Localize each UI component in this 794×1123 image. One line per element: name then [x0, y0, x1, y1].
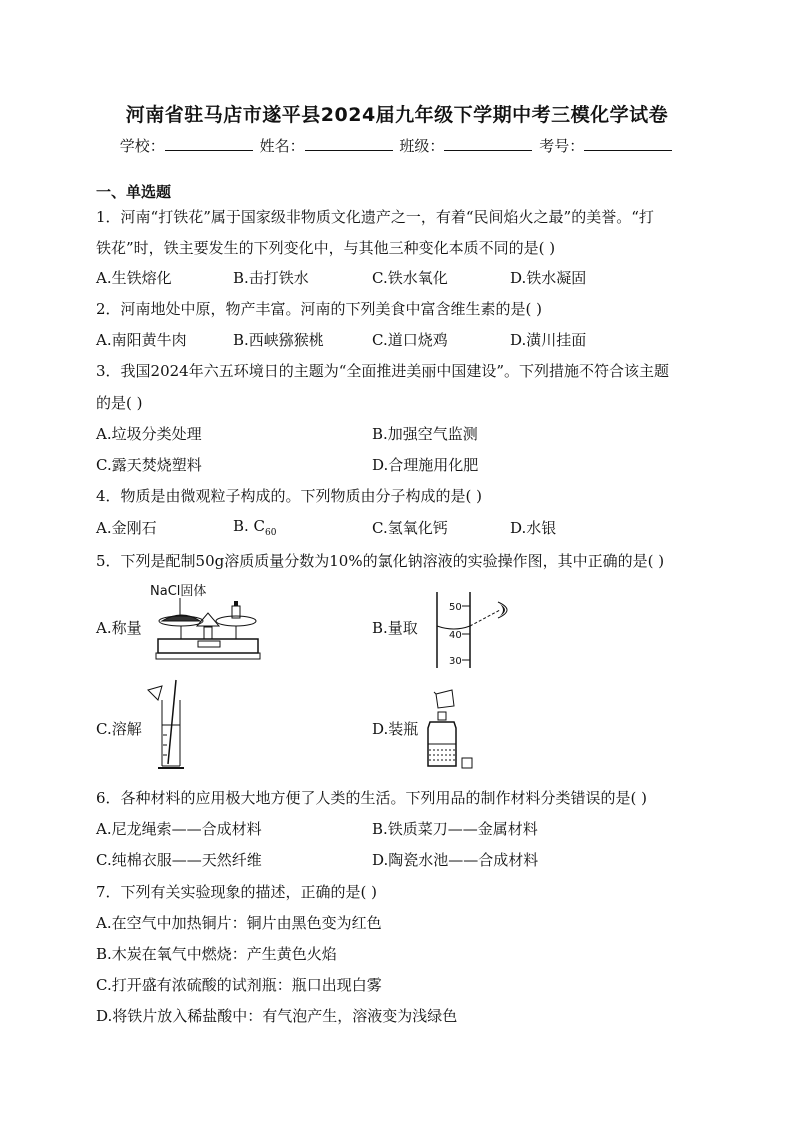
q1-option-c[interactable]: C.铁水氧化 [372, 269, 448, 287]
exam-no-blank[interactable] [584, 136, 672, 151]
q5-option-d[interactable]: D.装瓶 [372, 720, 419, 738]
student-info-row [0, 135, 794, 156]
tick-label-40: 40 [449, 630, 462, 641]
q6-stem: 6．各种材料的应用极大地方便了人类的生活。下列用品的制作材料分类错误的是( ) [96, 789, 648, 807]
q4-stem: 4．物质是由微观粒子构成的。下列物质由分子构成的是( ) [96, 487, 483, 505]
q1-option-a[interactable]: A.生铁熔化 [96, 269, 172, 287]
q2-option-c[interactable]: C.道口烧鸡 [372, 331, 448, 349]
q7-option-a[interactable]: A.在空气中加热铜片：铜片由黑色变为红色 [96, 914, 382, 932]
tick-label-30: 30 [449, 656, 462, 667]
class-label: 班级： [399, 137, 445, 155]
dissolving-figure [148, 680, 188, 770]
exam-title: 河南省驻马店市遂平县2024届九年级下学期中考三模化学试卷 [125, 104, 669, 126]
q2-option-a[interactable]: A.南阳黄牛肉 [96, 331, 187, 349]
q5-stem: 5．下列是配制50g溶质质量分数为10%的氯化钠溶液的实验操作图，其中正确的是( ) [96, 552, 665, 570]
q5-option-c[interactable]: C.溶解 [96, 720, 142, 738]
q7-stem: 7．下列有关实验现象的描述，正确的是( ) [96, 883, 378, 901]
q4-option-c[interactable]: C.氢氧化钙 [372, 519, 448, 537]
q1-option-b[interactable]: B.击打铁水 [233, 269, 309, 287]
q1-stem-line2: 铁花”时，铁主要发生的下列变化中，与其他三种变化本质不同的是( ) [96, 239, 556, 257]
q2-option-d[interactable]: D.潢川挂面 [510, 331, 587, 349]
school-label: 学校： [119, 137, 165, 155]
q3-stem-line1: 3．我国2024年六五环境日的主题为“全面推进美丽中国建设”。下列措施不符合该主题 [96, 362, 670, 380]
q1-stem-line1: 1．河南“打铁花”属于国家级非物质文化遗产之一，有着“民间焰火之最”的美誉。“打 [96, 208, 654, 226]
tick-label-50: 50 [449, 602, 462, 613]
q4-option-b-text: B. C [233, 517, 266, 535]
q4-option-a[interactable]: A.金刚石 [96, 519, 157, 537]
q6-option-c[interactable]: C.纯棉衣服——天然纤维 [96, 851, 262, 869]
q3-stem-line2: 的是( ) [96, 394, 143, 412]
q2-option-b[interactable]: B.西峡猕猴桃 [233, 331, 324, 349]
q7-option-b[interactable]: B.木炭在氧气中燃烧：产生黄色火焰 [96, 945, 337, 963]
cylinder-reading-figure [434, 592, 534, 668]
q4-option-b-subscript: 60 [265, 528, 277, 538]
q4-option-b[interactable] [233, 517, 277, 538]
bottling-figure [424, 688, 476, 770]
q6-option-b[interactable]: B.铁质菜刀——金属材料 [372, 820, 538, 838]
q6-option-d[interactable]: D.陶瓷水池——合成材料 [372, 851, 539, 869]
q3-option-c[interactable]: C.露天焚烧塑料 [96, 456, 202, 474]
q5-option-b[interactable]: B.量取 [372, 619, 418, 637]
q1-option-d[interactable]: D.铁水凝固 [510, 269, 587, 287]
nacl-label: NaCl固体 [150, 584, 207, 599]
section-heading: 一、单选题 [96, 183, 172, 201]
class-blank[interactable] [444, 136, 532, 151]
q3-option-d[interactable]: D.合理施用化肥 [372, 456, 479, 474]
q7-option-c[interactable]: C.打开盛有浓硫酸的试剂瓶：瓶口出现白雾 [96, 976, 382, 994]
school-blank[interactable] [165, 136, 253, 151]
q6-option-a[interactable]: A.尼龙绳索——合成材料 [96, 820, 262, 838]
q3-option-a[interactable]: A.垃圾分类处理 [96, 425, 202, 443]
q7-option-d[interactable]: D.将铁片放入稀盐酸中：有气泡产生，溶液变为浅绿色 [96, 1007, 458, 1025]
balance-weighing-figure [152, 581, 262, 667]
name-label: 姓名： [259, 137, 305, 155]
q4-option-d[interactable]: D.水银 [510, 519, 557, 537]
exam-no-label: 考号： [539, 137, 585, 155]
q3-option-b[interactable]: B.加强空气监测 [372, 425, 478, 443]
name-blank[interactable] [305, 136, 393, 151]
q2-stem: 2．河南地处中原，物产丰富。河南的下列美食中富含维生素的是( ) [96, 300, 543, 318]
q5-option-a[interactable]: A.称量 [96, 619, 142, 637]
